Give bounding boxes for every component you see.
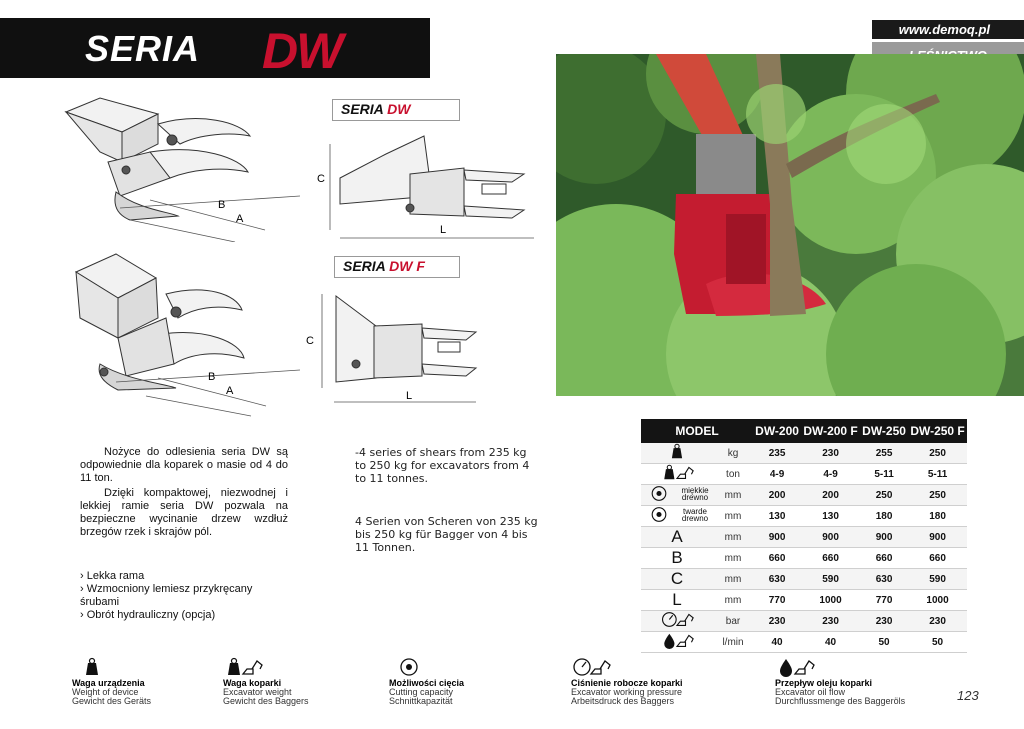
spec-row-label-text: twarde drewno xyxy=(681,506,709,523)
legend-item xyxy=(571,657,751,706)
drawing-dwf-iso xyxy=(66,248,306,428)
pressure-icon xyxy=(660,611,694,628)
spec-row-label xyxy=(641,569,713,590)
header-dw-200f: DW-200 F xyxy=(801,419,860,443)
feature-list xyxy=(80,570,290,622)
header-seria: SERIA xyxy=(85,28,201,69)
page-number: 123 xyxy=(957,688,979,703)
spec-row xyxy=(641,443,967,464)
spec-value: 900 xyxy=(753,527,801,548)
dimension-letter: L xyxy=(672,590,682,609)
oil-flow-icon xyxy=(660,632,694,649)
spec-value: 230 xyxy=(860,611,908,632)
spec-value: 40 xyxy=(801,632,860,653)
dim-c-label-2: C xyxy=(306,335,314,347)
spec-value: 5-11 xyxy=(860,464,908,485)
excavator-weight-icon xyxy=(223,657,263,677)
spec-row-label xyxy=(641,443,713,464)
dim-b-label-2: B xyxy=(208,371,216,383)
spec-row xyxy=(641,611,967,632)
spec-value: 4-9 xyxy=(753,464,801,485)
spec-unit: bar xyxy=(713,611,753,632)
spec-value: 250 xyxy=(908,443,967,464)
spec-value: 180 xyxy=(860,506,908,527)
hard-wood-icon xyxy=(642,506,676,523)
legend-pl: Ciśnienie robocze koparki xyxy=(571,678,683,688)
label-seria-dw xyxy=(332,99,460,121)
legend-pl: Możliwości cięcia xyxy=(389,678,465,688)
spec-value: 660 xyxy=(860,548,908,569)
spec-value: 1000 xyxy=(908,590,967,611)
spec-unit: mm xyxy=(713,527,753,548)
spec-unit: l/min xyxy=(713,632,753,653)
spec-table-header xyxy=(641,419,967,443)
spec-row xyxy=(641,548,967,569)
label-seria-dwf xyxy=(334,256,460,278)
spec-value: 180 xyxy=(908,506,967,527)
dim-b-label-1: B xyxy=(218,199,226,211)
spec-row xyxy=(641,464,967,485)
spec-row-label xyxy=(641,590,713,611)
legend-de: Schnittkapazität xyxy=(389,696,453,706)
dimension-letter: B xyxy=(671,548,683,567)
spec-row-label xyxy=(641,506,713,527)
spec-value: 900 xyxy=(908,527,967,548)
header-dw: DW xyxy=(262,23,342,79)
description-pl-p1: Nożyce do odlesienia seria DW są odpowiednie dla koparek o masie od 4 do 11 ton. xyxy=(80,446,288,484)
spec-row-label xyxy=(641,611,713,632)
spec-table xyxy=(641,419,967,653)
description-en: -4 series of shears from 235 kg to 250 kg for excavators from 4 to 11 tonnes. xyxy=(355,446,530,485)
legend-item xyxy=(775,657,955,706)
spec-value: 660 xyxy=(908,548,967,569)
spec-unit: mm xyxy=(713,569,753,590)
spec-value: 660 xyxy=(801,548,860,569)
spec-value: 590 xyxy=(801,569,860,590)
dimension-letter: A xyxy=(671,527,683,546)
spec-value: 770 xyxy=(860,590,908,611)
legend-pl: Waga urządzenia xyxy=(72,678,145,688)
dim-l-label-1: L xyxy=(440,224,447,236)
dim-c-label-1: C xyxy=(317,173,325,185)
spec-row xyxy=(641,569,967,590)
spec-row-label xyxy=(641,485,713,506)
spec-value: 40 xyxy=(753,632,801,653)
spec-value: 1000 xyxy=(801,590,860,611)
dim-a-label-2: A xyxy=(226,385,234,397)
spec-unit: mm xyxy=(713,506,753,527)
spec-unit: mm xyxy=(713,590,753,611)
drawing-dwf-side xyxy=(304,286,484,410)
spec-unit: ton xyxy=(713,464,753,485)
spec-value: 630 xyxy=(753,569,801,590)
header-dw-200: DW-200 xyxy=(753,419,801,443)
spec-value: 230 xyxy=(801,443,860,464)
legend-en: Cutting capacity xyxy=(389,687,454,697)
spec-value: 200 xyxy=(753,485,801,506)
spec-value: 130 xyxy=(801,506,860,527)
spec-value: 230 xyxy=(753,611,801,632)
legend-en: Weight of device xyxy=(72,687,139,697)
excavator-weight-icon xyxy=(660,464,694,481)
spec-value: 5-11 xyxy=(908,464,967,485)
spec-value: 50 xyxy=(860,632,908,653)
legend-en: Excavator oil flow xyxy=(775,687,846,697)
header-dw-250f: DW-250 F xyxy=(908,419,967,443)
spec-value: 4-9 xyxy=(801,464,860,485)
legend-de: Gewicht des Baggers xyxy=(223,696,309,706)
dim-l-label-2: L xyxy=(406,390,413,402)
legend-en: Excavator weight xyxy=(223,687,292,697)
spec-value: 235 xyxy=(753,443,801,464)
spec-value: 50 xyxy=(908,632,967,653)
spec-row xyxy=(641,590,967,611)
spec-value: 230 xyxy=(908,611,967,632)
feature-item: › Wzmocniony lemiesz przykręcany śrubami xyxy=(80,583,253,608)
spec-value: 900 xyxy=(801,527,860,548)
legend-de: Gewicht des Geräts xyxy=(72,696,152,706)
label1-suffix: DW xyxy=(387,101,411,117)
spec-unit: kg xyxy=(713,443,753,464)
spec-value: 630 xyxy=(860,569,908,590)
description-pl xyxy=(80,446,288,539)
spec-value: 590 xyxy=(908,569,967,590)
spec-unit: mm xyxy=(713,548,753,569)
description-de: 4 Serien von Scheren von 235 kg bis 250 kg für Bagger von 4 bis 11 Tonnen. xyxy=(355,515,538,554)
spec-value: 230 xyxy=(801,611,860,632)
legend-pl: Przepływ oleju koparki xyxy=(775,678,873,688)
legend-item xyxy=(223,657,403,706)
product-photo xyxy=(556,54,1024,396)
spec-row xyxy=(641,506,967,527)
spec-value: 900 xyxy=(860,527,908,548)
weight-icon xyxy=(660,443,694,460)
soft-wood-icon xyxy=(642,485,676,502)
spec-row xyxy=(641,632,967,653)
spec-value: 250 xyxy=(908,485,967,506)
dim-a-label-1: A xyxy=(236,213,244,225)
header-dw-250: DW-250 xyxy=(860,419,908,443)
description-pl-p2: Dzięki kompaktowej, niezwodnej i lekkiej ramie seria DW pozwala na bezpieczne wycinanie drzew wzdłuż brzegów rzek i skrajów pól. xyxy=(80,487,288,538)
pressure-icon xyxy=(571,657,611,677)
spec-row-label-text: miękkie drewno xyxy=(681,485,709,502)
spec-value: 255 xyxy=(860,443,908,464)
label2-prefix: SERIA xyxy=(343,258,386,274)
drawing-dw-iso xyxy=(60,92,310,242)
spec-row-label xyxy=(641,464,713,485)
spec-row-label xyxy=(641,527,713,548)
legend-de: Arbeitsdruck des Baggers xyxy=(571,696,675,706)
header-model: MODEL xyxy=(641,419,753,443)
spec-row xyxy=(641,527,967,548)
website-url[interactable]: www.demoq.pl xyxy=(872,20,1024,39)
drawing-dw-side xyxy=(314,126,544,246)
spec-value: 660 xyxy=(753,548,801,569)
oil-flow-icon xyxy=(775,657,815,677)
spec-value: 130 xyxy=(753,506,801,527)
feature-item: › Lekka rama xyxy=(80,570,145,582)
dimension-letter: C xyxy=(670,569,684,588)
spec-value: 770 xyxy=(753,590,801,611)
header-banner xyxy=(0,18,430,78)
spec-value: 200 xyxy=(801,485,860,506)
legend-pl: Waga koparki xyxy=(223,678,282,688)
feature-item: › Obrót hydrauliczny (opcja) xyxy=(80,609,216,621)
label2-suffix: DW F xyxy=(389,258,425,274)
spec-row xyxy=(641,485,967,506)
legend-en: Excavator working pressure xyxy=(571,687,683,697)
legend-de: Durchflussmenge des Baggeröls xyxy=(775,696,906,706)
label1-prefix: SERIA xyxy=(341,101,384,117)
legend-item xyxy=(389,657,569,706)
cutting-capacity-icon xyxy=(389,657,429,677)
spec-unit: mm xyxy=(713,485,753,506)
weight-icon xyxy=(72,657,112,677)
spec-row-label xyxy=(641,632,713,653)
spec-value: 250 xyxy=(860,485,908,506)
spec-row-label xyxy=(641,548,713,569)
